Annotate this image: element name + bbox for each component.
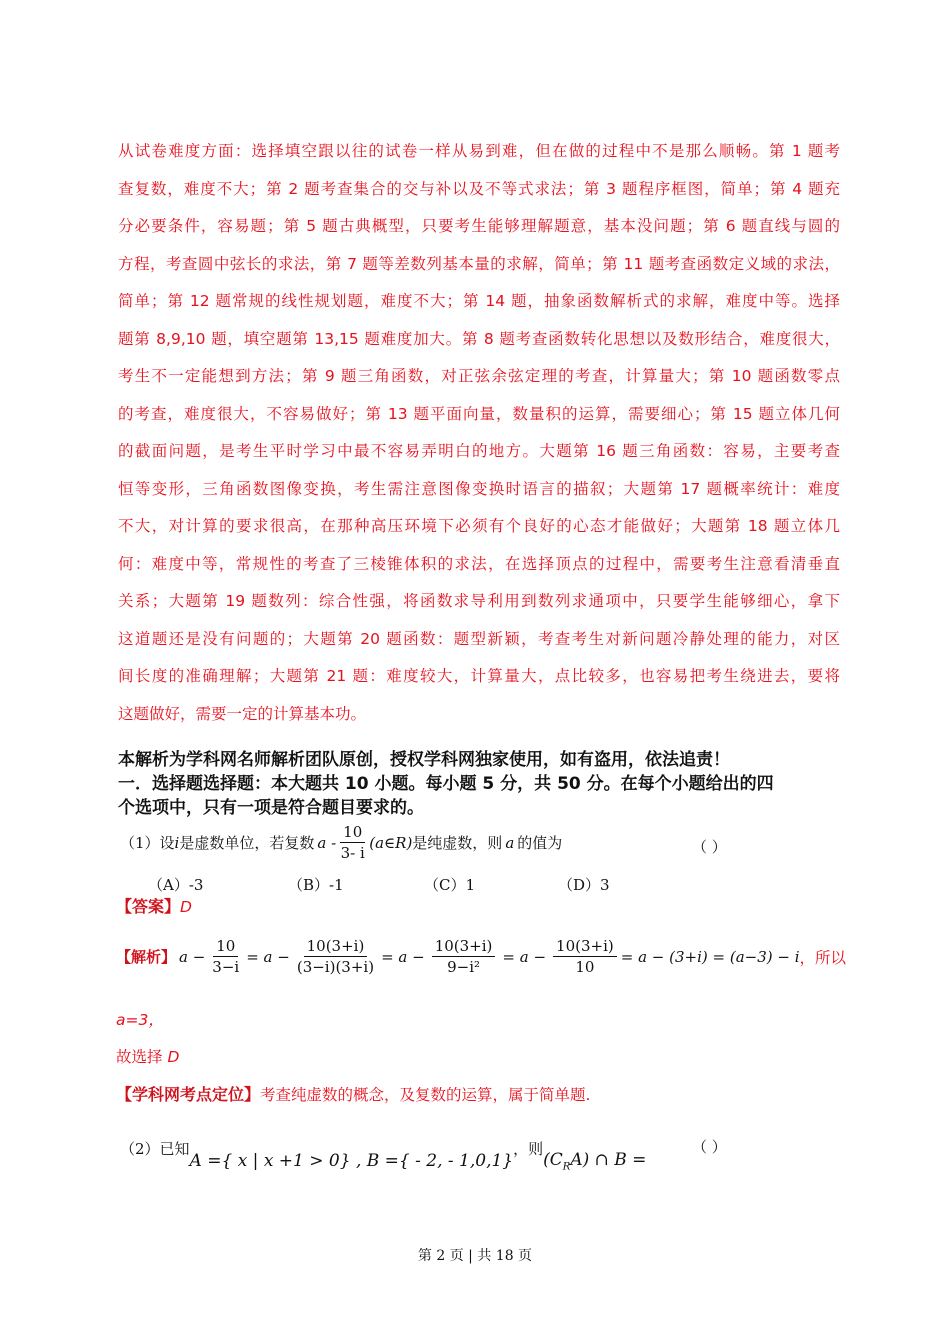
analysis-line: 间长度的准确理解；大题第 21 题：难度较大，计算量大，点比较多，也容易把考生绕进去，要将 [118, 667, 840, 685]
section-heading-line2: 个选项中，只有一项是符合题目要求的。 [118, 798, 424, 818]
option-a: （A）-3 [148, 876, 204, 894]
q1-cond: (a∈R) [369, 833, 413, 852]
solution-result: a=3， [116, 1011, 164, 1029]
q2-answer-blank: （ ） [692, 1138, 727, 1156]
formula-operator: = a − [381, 947, 425, 966]
page-footer: 第 2 页 | 共 18 页 [417, 1248, 533, 1264]
formula-operator: = a − [246, 947, 290, 966]
question-2 [120, 1138, 646, 1172]
fraction-denominator: 10 [575, 958, 595, 976]
q1-a: a [505, 833, 515, 852]
analysis-line: 关系；大题第 19 题数列：综合性强，将函数求导利用到数列求通项中，只要学生能够细心，拿下 [118, 592, 840, 610]
analysis-line: 简单；第 12 题常规的线性规划题，难度不大；第 14 题，抽象函数解析式的求解，难度中等。选择 [118, 292, 840, 310]
option-b: （B）-1 [288, 876, 344, 894]
analysis-line: 方程，考查圆中弦长的求法，第 7 题等差数列基本量的求解，简单；第 11 题考查函数定义域的求法， [118, 254, 840, 273]
fraction-denominator: 9−i² [447, 958, 481, 976]
q1-num: 10 [340, 822, 365, 843]
analysis-line: 这道题还是没有问题的；大题第 20 题函数：题型新颖，考查考生对新问题冷静处理的能力，对区 [118, 629, 840, 648]
solution-tag: 【解析】 [116, 948, 177, 966]
formula-fraction [297, 936, 374, 977]
analysis-line: 的截面问题，是考生平时学习中最不容易弄明白的地方。大题第 16 题三角函数：容易，主要考查 [118, 442, 840, 460]
formula-so: ，所以 [799, 948, 847, 967]
analysis-line: 考生不一定能想到方法；第 9 题三角函数，对正弦余弦定理的考查，计算量大；第 10 题函数零点 [118, 367, 840, 385]
q2-prefix: （2）已知 [120, 1140, 190, 1158]
q1-i: i [174, 833, 180, 852]
answer-tag: 【答案】 [116, 897, 181, 916]
fraction-numerator: 10(3+i) [553, 936, 617, 957]
fraction-numerator: 10(3+i) [304, 936, 368, 957]
option-c: （C）1 [424, 876, 476, 894]
analysis-line: 恒等变形，三角函数图像变换，考生需注意图像变换时语言的描叙；大题第 17 题概率统计：难度 [118, 479, 840, 498]
formula-fraction [212, 936, 239, 977]
q1-mid: 是虚数单位，若复数 [179, 834, 315, 852]
q1-expr: a - [317, 833, 337, 852]
q1-answer-blank: （ ） [692, 838, 727, 856]
analysis-line: 题第 8,9,10 题，填空题第 13,15 题难度加大。第 8 题考查函数转化思想以及数形结合，难度很大， [118, 329, 840, 348]
solution-formula [116, 936, 846, 977]
option-d: （D）3 [558, 876, 610, 894]
q1-fraction [340, 822, 365, 863]
fraction-numerator: 10 [213, 936, 238, 957]
q1-den: 3- i [340, 844, 365, 862]
question-1 [120, 822, 562, 863]
answer-value: D [180, 898, 192, 916]
fraction-denominator: 3−i [212, 958, 240, 976]
solution-choose [116, 1045, 179, 1067]
analysis-line: 的考查，难度很大，不容易做好；第 13 题平面向量，数量积的运算，需要细心；第 15 题立体几何 [118, 404, 840, 423]
formula-fraction [432, 936, 496, 977]
q2-expr [543, 1150, 646, 1172]
analysis-line: 何：难度中等，常规性的考查了三棱锥体积的求法，在选择顶点的过程中，需要考生注意看清垂直 [118, 554, 840, 573]
q2-expr-b: A) ∩ B = [570, 1150, 647, 1170]
analysis-line: 从试卷难度方面：选择填空跟以往的试卷一样从易到难，但在做的过程中不是那么顺畅。第 1 题考 [118, 142, 840, 160]
analysis-line: 分必要条件，容易题；第 5 题古典概型，只要考生能够理解题意，基本没问题；第 6 题直线与圆的 [118, 217, 840, 235]
formula-operator: = a − [502, 947, 547, 966]
fraction-numerator: 10(3+i) [432, 936, 496, 957]
q1-end: 的值为 [517, 834, 563, 852]
q1-suffix: 是纯虚数，则 [412, 834, 503, 852]
q2-then: ，则 [513, 1140, 544, 1158]
formula-operator: a − [179, 947, 206, 966]
fraction-denominator: (3−i)(3+i) [296, 958, 375, 976]
copyright-notice: 本解析为学科网名师解析团队原创，授权学科网独家使用，如有盗用，依法追责！ [118, 750, 730, 770]
q2-expr-a: (C [543, 1150, 563, 1170]
choose-label: 故选择 [116, 1048, 163, 1066]
formula-fraction [553, 936, 617, 977]
analysis-line: 不大，对计算的要求很高，在那种高压环境下必须有个良好的心态才能做好；大题第 18 题立体几 [118, 517, 840, 535]
formula-tail: = a − (3+i) = (a−3) − i [620, 947, 800, 966]
key-point-text: 考查纯虚数的概念，及复数的运算，属于简单题. [260, 1086, 591, 1104]
analysis-line: 这题做好，需要一定的计算基本功。 [118, 704, 367, 723]
q2-sub: R [562, 1161, 571, 1173]
q1-prefix: （1）设 [120, 834, 175, 852]
q2-sets: A ={ x | x +1 > 0} , B ={ - 2, - 1,0,1} [189, 1151, 514, 1172]
key-point [116, 1082, 590, 1105]
answer [116, 894, 192, 917]
choose-value: D [167, 1048, 180, 1066]
exam-difficulty-analysis [118, 138, 840, 738]
analysis-line: 查复数，难度不大；第 2 题考查集合的交与补以及不等式求法；第 3 题程序框图，简单；第 4 题充 [118, 179, 840, 198]
key-point-tag: 【学科网考点定位】 [116, 1085, 261, 1104]
section-heading-line1: 一．选择题选择题：本大题共 10 小题。每小题 5 分，共 50 分。在每个小题给出的四 [118, 774, 774, 794]
